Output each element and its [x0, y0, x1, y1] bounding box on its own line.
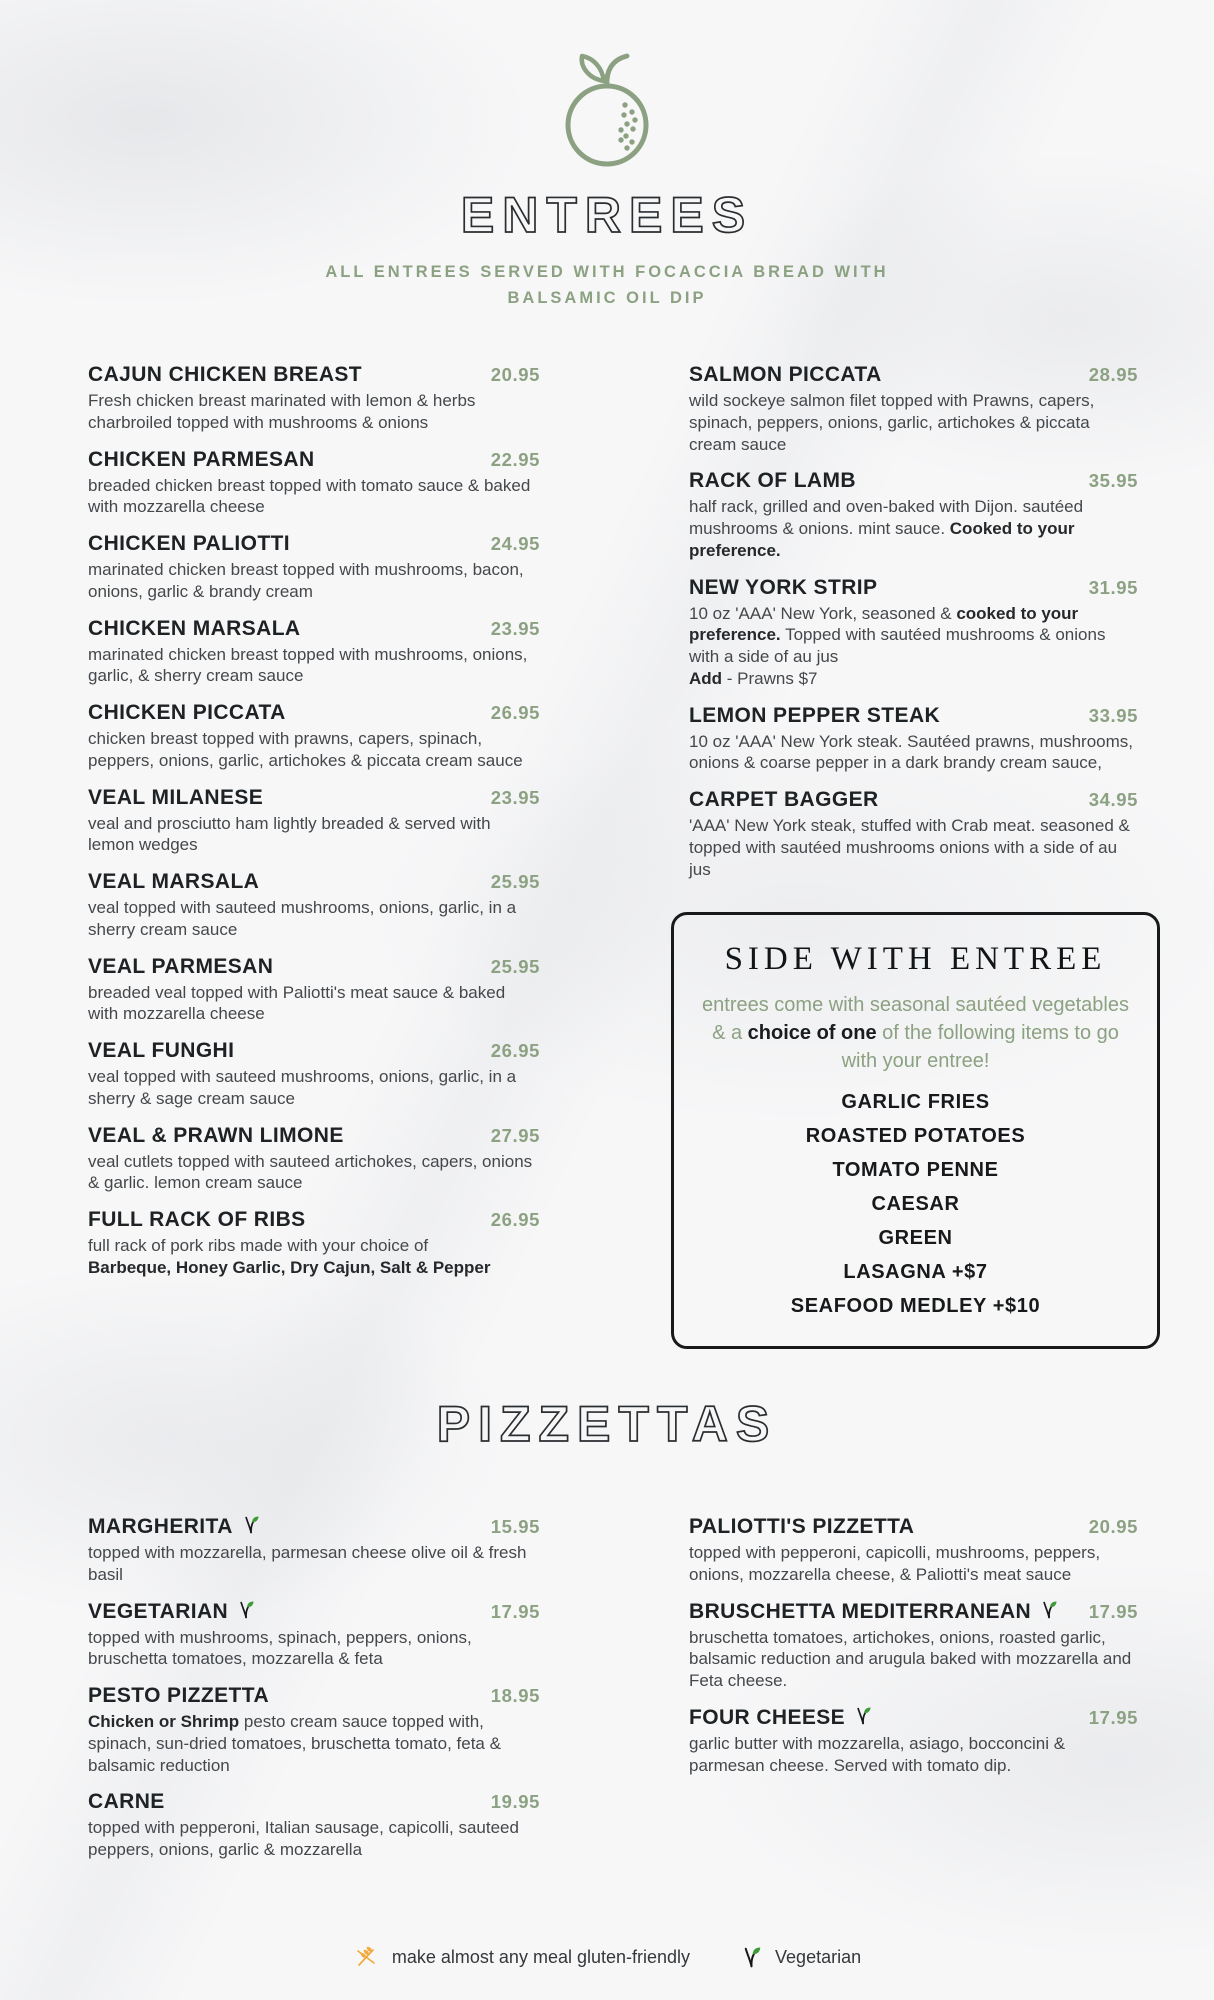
menu-item: [88, 617, 540, 688]
menu-item: [689, 469, 1138, 561]
menu-item-price: 25.95: [490, 871, 540, 893]
menu-item: [689, 704, 1138, 775]
menu-item-name: CHICKEN PICCATA: [88, 701, 286, 725]
menu-item-header: [88, 1684, 540, 1708]
menu-item-header: [689, 363, 1138, 387]
entrees-section: [0, 363, 1214, 1349]
side-option: SEAFOOD MEDLEY +$10: [790, 1295, 1041, 1318]
menu-item-header: [88, 1208, 540, 1232]
menu-item: [88, 1684, 540, 1776]
vegetarian-note: [742, 1946, 861, 1969]
menu-item-name: BRUSCHETTA MEDITERRANEAN: [689, 1600, 1058, 1624]
side-with-entree-box: [671, 912, 1160, 1349]
menu-item-name: LEMON PEPPER STEAK: [689, 703, 941, 727]
menu-item-name: CARNE: [88, 1790, 165, 1814]
menu-item: [88, 1515, 540, 1586]
side-box-items: [692, 1091, 1139, 1318]
menu-item-description: veal topped with sauteed mushrooms, onions, garlic, in a sherry & sage cream sauce: [88, 1067, 517, 1108]
menu-item-description: veal topped with sauteed mushrooms, onions, garlic, in a sherry cream sauce: [88, 898, 517, 939]
menu-item-description: topped with pepperoni, capicolli, mushrooms, peppers, onions, mozzarella cheese, & Paliotti's meat sauce: [689, 1543, 1101, 1584]
menu-item-price: 24.95: [490, 533, 540, 555]
menu-item-price: 28.95: [1088, 364, 1138, 386]
menu-item-price: 17.95: [1088, 1706, 1138, 1728]
menu-item: [88, 1124, 540, 1195]
side-option: CAESAR: [871, 1193, 960, 1216]
menu-item-name: CHICKEN PARMESAN: [88, 447, 315, 471]
menu-item-description: chicken breast topped with prawns, capers, spinach, peppers, onions, garlic, artichokes & piccata cream sauce: [88, 729, 523, 770]
legend-footer: [0, 1944, 1214, 1970]
menu-item-name: PALIOTTI'S PIZZETTA: [689, 1515, 915, 1539]
pizzettas-left-column: [88, 1515, 540, 1875]
menu-item-price: 15.95: [490, 1516, 540, 1538]
side-option: ROASTED POTATOES: [805, 1125, 1026, 1148]
menu-item: [88, 1790, 540, 1861]
entrees-left-column: [88, 363, 540, 1293]
side-box-intro: entrees come with seasonal sautéed vegetables & a choice of one of the following items to go with your entree!: [702, 994, 1129, 1072]
menu-item-header: [88, 363, 540, 387]
menu-item: [689, 1600, 1138, 1692]
menu-item-description: topped with mushrooms, spinach, peppers, onions, bruschetta tomatoes, mozzarella & feta: [88, 1627, 472, 1669]
menu-item: [88, 1208, 540, 1279]
menu-item: [689, 576, 1138, 690]
menu-item-name: NEW YORK STRIP: [689, 575, 878, 599]
entrees-right-items: [689, 363, 1138, 880]
menu-item: [88, 701, 540, 772]
menu-item-description: 10 oz 'AAA' New York steak. Sautéed prawns, mushrooms, onions & coarse pepper in a dark brandy cream sauce,: [689, 731, 1133, 773]
menu-item-name: VEGETARIAN: [88, 1600, 255, 1624]
menu-item-name: MARGHERITA: [88, 1515, 260, 1539]
menu-item: [88, 1600, 540, 1671]
entrees-right-column: [689, 363, 1138, 1349]
menu-item-header: [88, 1790, 540, 1814]
menu-item-name: VEAL PARMESAN: [88, 954, 274, 978]
menu-item: [689, 1706, 1138, 1777]
gluten-note: [353, 1944, 690, 1970]
menu-item-description: marinated chicken breast topped with mushrooms, onions, garlic, & sherry cream sauce: [88, 644, 528, 686]
entrees-subtitle: ALL ENTREES SERVED WITH FOCACCIA BREAD WITH BALSAMIC OIL DIP: [325, 263, 889, 307]
menu-item-header: [689, 788, 1138, 812]
menu-item-header: [88, 1039, 540, 1063]
pizzettas-section: [0, 1515, 1214, 1875]
menu-item-header: [88, 786, 540, 810]
menu-item-price: 31.95: [1088, 576, 1138, 598]
menu-item-description: breaded chicken breast topped with tomato sauce & baked with mozzarella cheese: [88, 475, 531, 517]
menu-item-name: CAJUN CHICKEN BREAST: [88, 363, 363, 387]
side-option: LASAGNA +$7: [843, 1261, 988, 1284]
section-title-pizzettas: PIZZETTAS: [436, 1396, 778, 1453]
menu-item-description: breaded veal topped with Paliotti's meat sauce & baked with mozzarella cheese: [88, 982, 506, 1024]
menu-item-price: 22.95: [490, 448, 540, 470]
vegetarian-icon: [855, 1706, 872, 1726]
menu-item-price: 17.95: [490, 1600, 540, 1622]
menu-item: [88, 448, 540, 519]
pizzettas-right-column: [689, 1515, 1138, 1790]
gluten-friendly-icon: [353, 1944, 379, 1970]
menu-item-price: 18.95: [490, 1685, 540, 1707]
menu-item: [689, 1515, 1138, 1586]
menu-item-description: topped with mozzarella, parmesan cheese olive oil & fresh basil: [88, 1543, 527, 1584]
menu-item-name: VEAL MARSALA: [88, 870, 260, 894]
menu-item: [88, 786, 540, 857]
menu-item-header: [88, 701, 540, 725]
menu-item-name: SALMON PICCATA: [689, 363, 882, 387]
menu-item-header: [689, 704, 1138, 728]
menu-item-price: 34.95: [1088, 789, 1138, 811]
menu-item: [88, 532, 540, 603]
menu-item-header: [689, 1600, 1138, 1624]
menu-item-description: half rack, grilled and oven-baked with Dijon. sautéed mushrooms & onions. mint sauce. Cooked to your preference.: [689, 497, 1084, 560]
section-title-entrees: ENTREES: [460, 187, 754, 243]
menu-item-description: topped with pepperoni, Italian sausage, capicolli, sauteed peppers, onions, garlic & mozzarella: [88, 1818, 519, 1860]
menu-item-price: 20.95: [1088, 1516, 1138, 1538]
menu-item-header: [88, 955, 540, 979]
menu-item: [88, 363, 540, 434]
menu-item-description: 'AAA' New York steak, stuffed with Crab meat. seasoned & topped with sautéed mushrooms onions with a side of au jus: [689, 816, 1130, 879]
side-option: TOMATO PENNE: [832, 1159, 999, 1182]
vegetarian-icon: [243, 1515, 260, 1535]
menu-item-name: VEAL & PRAWN LIMONE: [88, 1123, 344, 1147]
menu-item-price: 26.95: [490, 1209, 540, 1231]
gluten-note-text: make almost any meal gluten-friendly: [391, 1946, 691, 1967]
side-option: GARLIC FRIES: [841, 1091, 990, 1114]
vegetarian-icon: [238, 1600, 255, 1620]
menu-item-name: FOUR CHEESE: [689, 1706, 872, 1730]
menu-item-header: [689, 469, 1138, 493]
menu-item-description: garlic butter with mozzarella, asiago, bocconcini & parmesan cheese. Served with tomato dip.: [689, 1733, 1066, 1775]
menu-item-price: 19.95: [490, 1791, 540, 1813]
menu-item-header: [689, 1706, 1138, 1730]
menu-item-name: RACK OF LAMB: [689, 469, 856, 493]
menu-item: [689, 788, 1138, 880]
menu-item-price: 33.95: [1088, 704, 1138, 726]
menu-item-header: [88, 448, 540, 472]
menu-item-price: 23.95: [490, 786, 540, 808]
menu-item: [88, 955, 540, 1026]
menu-item-description: wild sockeye salmon filet topped with Prawns, capers, spinach, peppers, onions, garlic, artichokes & piccata cream sauce: [689, 391, 1095, 454]
menu-item-name: PESTO PIZZETTA: [88, 1684, 270, 1708]
menu-item-description: Fresh chicken breast marinated with lemon & herbs charbroiled topped with mushrooms & onions: [88, 391, 476, 432]
menu-item-description: marinated chicken breast topped with mushrooms, bacon, onions, garlic & brandy cream: [88, 560, 524, 601]
menu-item-header: [88, 617, 540, 641]
menu-item-description: veal and prosciutto ham lightly breaded & served with lemon wedges: [88, 813, 491, 855]
menu-item-name: CHICKEN MARSALA: [88, 616, 301, 640]
menu-item-header: [88, 1124, 540, 1148]
side-option: GREEN: [878, 1227, 953, 1250]
menu-item-description: 10 oz 'AAA' New York, seasoned & cooked to your preference. Topped with sautéed mushrooms & onions with a side of au jus Add - Prawns $7: [689, 603, 1106, 688]
menu-item-name: VEAL MILANESE: [88, 785, 264, 809]
orange-fruit-icon: [547, 44, 667, 170]
menu-item-name: FULL RACK OF RIBS: [88, 1208, 306, 1232]
menu-item-price: 25.95: [490, 955, 540, 977]
pizzettas-heading: [0, 1395, 1214, 1453]
menu-item-header: [88, 1600, 540, 1624]
menu-item-header: [88, 870, 540, 894]
menu-item: [88, 870, 540, 941]
side-box-title: SIDE WITH ENTREE: [724, 941, 1107, 978]
menu-item-price: 35.95: [1088, 470, 1138, 492]
menu-item-header: [689, 576, 1138, 600]
menu-item-price: 26.95: [490, 1040, 540, 1062]
vegetarian-icon: [1041, 1600, 1058, 1620]
menu-item-price: 20.95: [490, 364, 540, 386]
menu-item-name: CARPET BAGGER: [689, 788, 879, 812]
menu-item-price: 27.95: [490, 1124, 540, 1146]
menu-item-price: 26.95: [490, 702, 540, 724]
vegetarian-note-text: Vegetarian: [775, 1946, 862, 1967]
menu-item-name: VEAL FUNGHI: [88, 1039, 235, 1063]
vegetarian-icon: [742, 1946, 762, 1969]
menu-item-price: 23.95: [490, 617, 540, 639]
menu-header: [0, 0, 1214, 311]
menu-item-header: [88, 532, 540, 556]
menu-item-description: veal cutlets topped with sauteed artichokes, capers, onions & garlic. lemon cream sauce: [88, 1151, 533, 1193]
menu-item: [88, 1039, 540, 1110]
menu-item-price: 17.95: [1088, 1600, 1138, 1622]
menu-item-header: [689, 1515, 1138, 1539]
menu-item-name: CHICKEN PALIOTTI: [88, 532, 291, 556]
menu-item-header: [88, 1515, 540, 1539]
menu-item-description: full rack of pork ribs made with your choice of Barbeque, Honey Garlic, Dry Cajun, Salt & Pepper: [88, 1236, 491, 1277]
menu-item-description: bruschetta tomatoes, artichokes, onions, roasted garlic, balsamic reduction and arugula baked with mozzarella and Feta cheese.: [689, 1627, 1132, 1691]
menu-item-description: Chicken or Shrimp pesto cream sauce topped with, spinach, sun-dried tomatoes, bruschetta tomato, feta & balsamic reduction: [88, 1712, 501, 1775]
menu-item: [689, 363, 1138, 455]
